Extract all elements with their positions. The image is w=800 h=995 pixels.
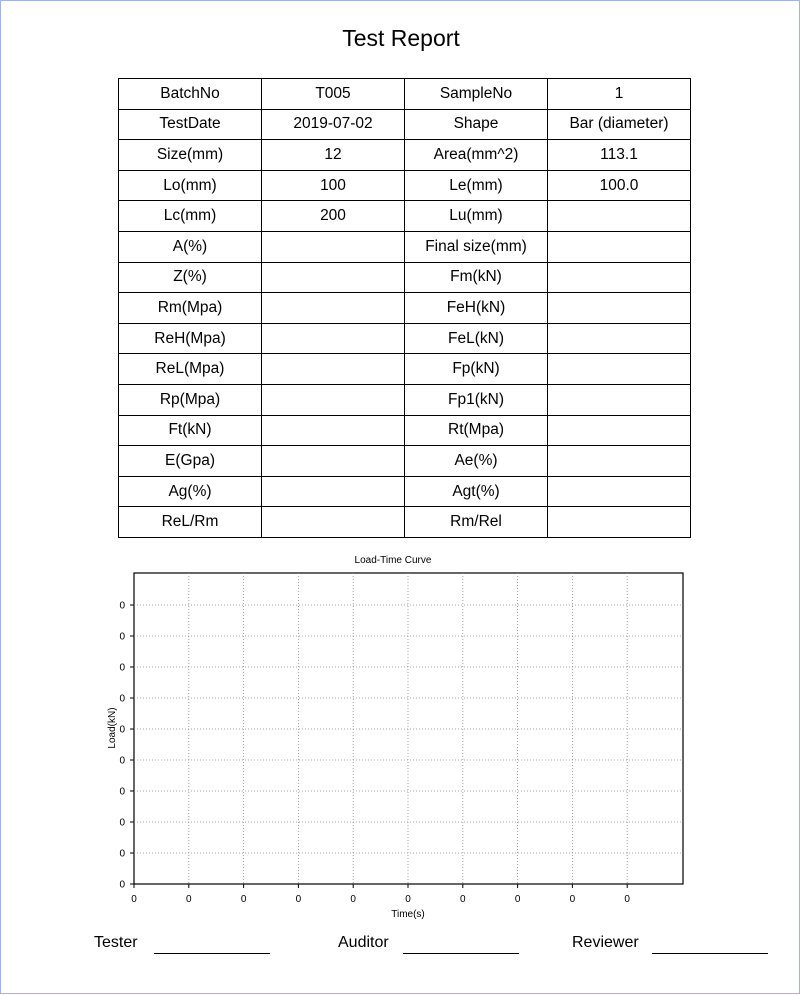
auditor-signature-line[interactable] [403, 953, 519, 954]
field-value: 100.0 [548, 170, 691, 201]
field-value: 1 [548, 79, 691, 110]
chart-title: Load-Time Curve [354, 555, 432, 566]
field-label: Fm(kN) [405, 262, 548, 293]
field-label: Rp(Mpa) [119, 384, 262, 415]
tester-signature-line[interactable] [154, 953, 270, 954]
x-tick-label: 0 [295, 894, 302, 905]
y-tick-label: 0 [119, 662, 125, 674]
field-label: Rm/Rel [405, 507, 548, 538]
field-label: Rm(Mpa) [119, 293, 262, 324]
field-label: ReL/Rm [119, 507, 262, 538]
field-label: E(Gpa) [119, 446, 262, 477]
plot-area-frame [134, 573, 683, 884]
field-label: ReL(Mpa) [119, 354, 262, 385]
field-value: 12 [262, 140, 405, 171]
field-label: Z(%) [119, 262, 262, 293]
page-title: Test Report [342, 25, 460, 51]
tester-label: Tester [94, 934, 138, 951]
y-tick-label: 0 [119, 879, 125, 891]
field-label: Lo(mm) [119, 170, 262, 201]
field-label: Ag(%) [119, 476, 262, 507]
field-label: Fp1(kN) [405, 384, 548, 415]
y-tick-label: 0 [119, 724, 125, 736]
field-label: Shape [405, 109, 548, 140]
field-label: Final size(mm) [405, 231, 548, 262]
x-tick-label: 0 [131, 894, 137, 905]
field-label: ReH(Mpa) [119, 323, 262, 354]
field-label: Area(mm^2) [405, 140, 548, 171]
field-label: BatchNo [119, 79, 262, 110]
x-tick-label: 0 [240, 894, 247, 905]
y-tick-label: 0 [119, 631, 125, 643]
field-label: Le(mm) [405, 170, 548, 201]
y-tick-label: 0 [119, 817, 125, 829]
field-label: FeL(kN) [405, 323, 548, 354]
field-label: A(%) [119, 231, 262, 262]
field-value: 113.1 [548, 140, 691, 171]
field-label: Lu(mm) [405, 201, 548, 232]
x-tick-label: 0 [514, 894, 521, 905]
field-label: Ae(%) [405, 446, 548, 477]
y-tick-label: 0 [119, 848, 125, 860]
x-axis-label: Time(s) [391, 909, 425, 920]
field-value: 2019-07-02 [262, 109, 405, 140]
x-tick-label: 0 [186, 894, 192, 905]
x-tick-label: 0 [460, 894, 466, 905]
field-label: Agt(%) [405, 476, 548, 507]
field-label: Size(mm) [119, 140, 262, 171]
y-tick-label: 0 [119, 786, 125, 798]
x-tick-label: 0 [405, 894, 411, 905]
reviewer-label: Reviewer [572, 934, 639, 951]
x-tick-label: 0 [624, 894, 630, 905]
field-label: TestDate [119, 109, 262, 140]
field-label: Fp(kN) [405, 354, 548, 385]
field-value: T005 [262, 79, 405, 110]
reviewer-signature-line[interactable] [652, 953, 768, 954]
field-value: Bar (diameter) [548, 109, 691, 140]
y-tick-label: 0 [119, 755, 125, 767]
y-tick-label: 0 [119, 693, 125, 705]
field-label: FeH(kN) [405, 293, 548, 324]
field-label: Ft(kN) [119, 415, 262, 446]
field-label: Rt(Mpa) [405, 415, 548, 446]
field-value: 100 [262, 170, 405, 201]
y-axis-label: Load(kN) [107, 707, 118, 749]
x-tick-label: 0 [569, 894, 576, 905]
y-tick-label: 0 [119, 600, 125, 612]
field-value: 200 [262, 201, 405, 232]
auditor-label: Auditor [338, 934, 389, 951]
field-label: SampleNo [405, 79, 548, 110]
load-time-chart [1, 1, 800, 995]
x-tick-label: 0 [350, 894, 356, 905]
field-label: Lc(mm) [119, 201, 262, 232]
